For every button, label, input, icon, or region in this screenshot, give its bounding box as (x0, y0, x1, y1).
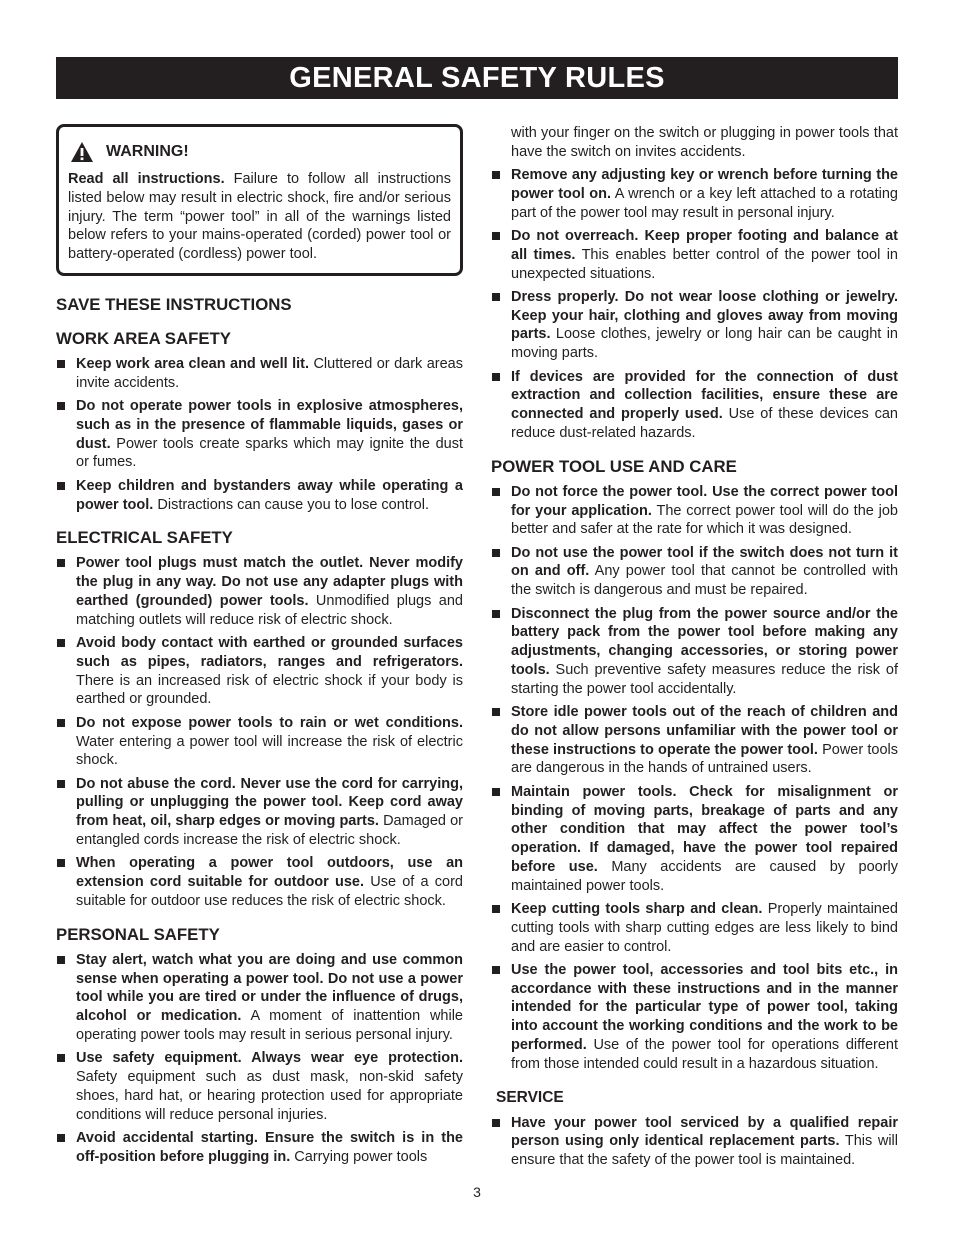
service-list (491, 1114, 898, 1170)
rule-text: Use of a cord suitable for outdoor use reduces the risk of electric shock. (76, 874, 463, 909)
warning-box (56, 124, 463, 276)
list-item (491, 605, 898, 699)
list-item (56, 854, 463, 910)
left-column (56, 124, 463, 1171)
page-title: GENERAL SAFETY RULES (56, 57, 898, 99)
list-item (491, 544, 898, 600)
work-area-heading: WORK AREA SAFETY (56, 328, 231, 348)
rule-text: A wrench or a key left attached to a rotating part of the power tool may result in personal injury. (511, 185, 898, 221)
rule-lead: Use safety equipment. Always wear eye protection. (76, 1050, 463, 1067)
square-bullet-icon (57, 780, 65, 788)
warning-heading-text: WARNING! (106, 142, 189, 160)
electrical-list (56, 554, 463, 910)
list-item (56, 951, 463, 1045)
warning-body (68, 170, 451, 264)
square-bullet-icon (57, 859, 65, 867)
rule-text: Unmodified plugs and matching outlets will reduce risk of electric shock. (76, 592, 463, 628)
list-item (491, 961, 898, 1074)
square-bullet-icon (492, 549, 500, 557)
list-item (56, 714, 463, 770)
square-bullet-icon (492, 488, 500, 496)
electrical-heading: ELECTRICAL SAFETY (56, 528, 233, 548)
rule-text: Damaged or entangled cords increase the risk of electric shock. (76, 813, 463, 849)
rule-text: A moment of inattention while operating power tools may result in serious personal injury. (76, 1008, 463, 1043)
warning-heading (70, 141, 451, 163)
page-number: 3 (473, 1184, 481, 1200)
rule-lead: Maintain power tools. Check for misalignment or binding of moving parts, breakage of parts and any other condition that may affect the power tool’s operation. If damaged, have the power tool repaired before use. (511, 783, 898, 875)
square-bullet-icon (57, 1134, 65, 1142)
rule-lead: Store idle power tools out of the reach of children and do not allow persons unfamiliar with the power tool or these instructions to operate the power tool. (511, 704, 898, 758)
square-bullet-icon (57, 360, 65, 368)
list-item (56, 397, 463, 472)
square-bullet-icon (492, 610, 500, 618)
rule-text: The correct power tool will do the job better and safer at the rate for which it was designed. (511, 502, 898, 538)
warning-triangle-icon (70, 141, 94, 163)
personal-continuation: with your finger on the switch or plugging in power tools that have the switch on invites accidents. (511, 125, 898, 160)
warning-text: Failure to follow all instructions listed below may result in electric shock, fire and/or serious injury. The term “power tool” in all of the warnings listed below refers to your mains-operated (corded) power tool or battery-operated (cordless) power tool. (68, 171, 451, 263)
square-bullet-icon (57, 719, 65, 727)
rule-lead: Remove any adjusting key or wrench before turning the power tool on. (511, 167, 898, 202)
rule-text: Carrying power tools (290, 1148, 428, 1165)
rule-text: This will ensure that the safety of the power tool is maintained. (511, 1133, 898, 1169)
square-bullet-icon (492, 232, 500, 240)
rule-text: Power tools are dangerous in the hands of untrained users. (511, 741, 898, 777)
save-instructions-heading: SAVE THESE INSTRUCTIONS (56, 294, 292, 314)
list-item (491, 166, 898, 222)
rule-lead: Use the power tool, accessories and tool bits etc., in accordance with these instructions and in the manner intended for the particular type of power tool, taking into account the working conditions and the work to be performed. (511, 961, 898, 1054)
list-item (56, 1129, 463, 1167)
list-item (56, 554, 463, 629)
square-bullet-icon (57, 1054, 65, 1062)
rule-lead: Dress properly. Do not wear loose clothing or jewelry. Keep your hair, clothing and gloves away from moving parts. (511, 288, 898, 343)
list-item (56, 634, 463, 709)
list-item (56, 355, 463, 393)
rule-lead: Do not force the power tool. Use the correct power tool for your application. (511, 483, 898, 519)
rule-lead: Power tool plugs must match the outlet. Never modify the plug in any way. Do not use any adapter plugs with earthed (grounded) power tools. (76, 555, 463, 609)
rule-lead: When operating a power tool outdoors, use an extension cord suitable for outdoor use. (76, 855, 463, 891)
square-bullet-icon (492, 373, 500, 381)
list-item (491, 368, 898, 443)
rule-lead: Keep children and bystanders away while operating a power tool. (76, 477, 463, 513)
tool-use-heading: POWER TOOL USE AND CARE (491, 456, 737, 476)
square-bullet-icon (492, 1119, 500, 1127)
tool-use-list (491, 483, 898, 1074)
square-bullet-icon (57, 956, 65, 964)
rule-text: Any power tool that cannot be controlled with the switch is dangerous and must be repaired. (511, 563, 899, 599)
rule-lead: Do not overreach. Keep proper footing and balance at all times. (511, 227, 898, 263)
rule-lead: Do not expose power tools to rain or wet conditions. (76, 714, 463, 731)
list-item (491, 783, 898, 896)
work-area-list (56, 355, 463, 514)
list-item (56, 1049, 463, 1124)
list-item (56, 477, 463, 515)
square-bullet-icon (492, 293, 500, 301)
rule-lead: If devices are provided for the connection of dust extraction and collection facilities, ensure these are connected and properly used. (511, 368, 898, 423)
square-bullet-icon (492, 171, 500, 179)
list-item (491, 483, 898, 539)
square-bullet-icon (492, 966, 500, 974)
rule-lead: Keep work area clean and well lit. (76, 355, 309, 372)
rule-lead: Avoid accidental starting. Ensure the switch is in the off-position before plugging in. (76, 1129, 463, 1165)
rule-lead: Keep cutting tools sharp and clean. (511, 900, 763, 917)
square-bullet-icon (492, 708, 500, 716)
square-bullet-icon (57, 482, 65, 490)
rule-lead: Stay alert, watch what you are doing and use common sense when operating a power tool. Do not use a power tool while you are tired or under the influence of drugs, alcohol or medication. (76, 951, 463, 1025)
rule-lead: Have your power tool serviced by a qualified repair person using only identical replacement parts. (511, 1114, 898, 1150)
list-item (491, 227, 898, 283)
rule-text: Water entering a power tool will increase the risk of electric shock. (76, 733, 463, 769)
list-item (491, 288, 898, 363)
service-heading: SERVICE (496, 1088, 564, 1106)
personal-list-right (491, 166, 898, 443)
rule-text: Such preventive safety measures reduce the risk of starting the power tool accidentally. (511, 661, 898, 697)
list-item (491, 703, 898, 778)
rule-lead: Do not operate power tools in explosive atmospheres, such as in the presence of flammable liquids, gases or dust. (76, 398, 463, 452)
rule-text: Loose clothes, jewelry or long hair can be caught in moving parts. (511, 326, 898, 362)
rule-text: Use of these devices can reduce dust-related hazards. (511, 406, 898, 441)
personal-heading: PERSONAL SAFETY (56, 924, 220, 944)
rule-lead: Avoid body contact with earthed or grounded surfaces such as pipes, radiators, ranges and refrigerators. (76, 635, 463, 670)
personal-list (56, 951, 463, 1167)
rule-text: Cluttered or dark areas invite accidents. (76, 355, 463, 391)
square-bullet-icon (57, 559, 65, 567)
square-bullet-icon (57, 402, 65, 410)
rule-text: This enables better control of the power tool in unexpected situations. (511, 246, 898, 282)
rule-lead: Do not abuse the cord. Never use the cord for carrying, pulling or unplugging the power tool. Keep cord away from heat, oil, sharp edges or moving parts. (76, 775, 463, 830)
right-column (491, 124, 898, 1175)
rule-text: There is an increased risk of electric shock if your body is earthed or grounded. (76, 672, 463, 708)
rule-text: Use of the power tool for operations different from those intended could result in a hazardous situation. (511, 1037, 898, 1072)
square-bullet-icon (57, 639, 65, 647)
rule-text: Power tools create sparks which may ignite the dust or fumes. (76, 435, 463, 471)
square-bullet-icon (492, 788, 500, 796)
rule-lead: Disconnect the plug from the power source and/or the battery pack from the power tool before making any adjustments, changing accessories, or storing power tools. (511, 605, 898, 678)
rule-text: Properly maintained cutting tools with sharp cutting edges are less likely to bind and are easier to control. (511, 900, 898, 955)
list-item (56, 775, 463, 850)
square-bullet-icon (492, 905, 500, 913)
rule-text: Safety equipment such as dust mask, non-skid safety shoes, hard hat, or hearing protection used for appropriate conditions will reduce personal injuries. (76, 1068, 463, 1123)
personal-continuation-list (491, 124, 898, 162)
list-item (491, 1114, 898, 1170)
warning-lead: Read all instructions. (68, 171, 225, 187)
rule-lead: Do not use the power tool if the switch does not turn it on and off. (511, 544, 898, 580)
rule-text: Many accidents are caused by poorly maintained power tools. (511, 858, 899, 894)
list-item (491, 900, 898, 956)
rule-text: Distractions can cause you to lose control. (153, 496, 429, 513)
